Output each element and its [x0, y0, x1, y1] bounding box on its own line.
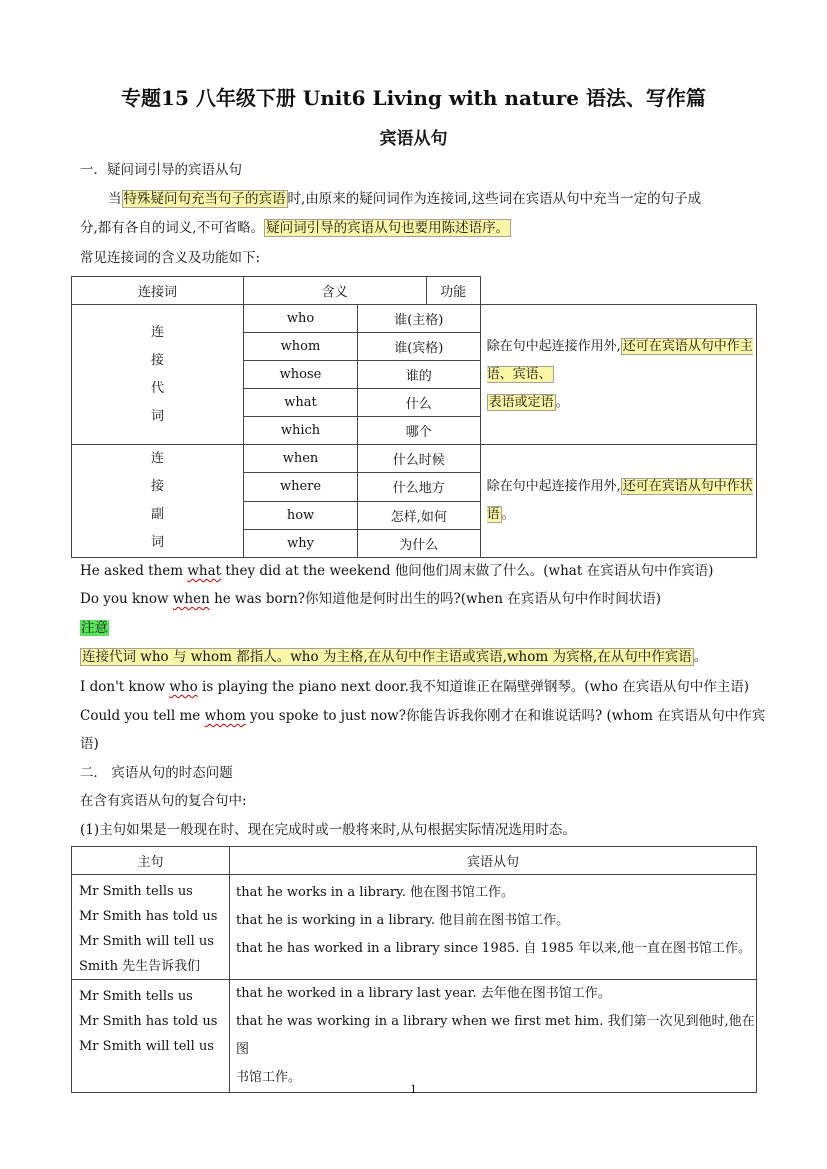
- section-subtitle: 宾语从句: [379, 129, 448, 149]
- tense-table: [71, 846, 757, 1093]
- highlight-text: 特殊疑问句充当句子的宾语: [123, 191, 286, 207]
- example-sentence: Could you tell me whom you spoke to just now?你能告诉我你刚才在和谁说话吗? (whom 在宾语从句中作宾: [80, 708, 766, 724]
- table-header: 功能: [426, 277, 480, 305]
- connector-word: whom: [244, 333, 358, 361]
- main-clause-cell: Mr Smith tells us Mr Smith has told us Mr Smith will tell us: [72, 980, 230, 1093]
- adverb-function: 除在句中起连接作用外, 还可在宾语从句中作状语 。: [480, 445, 756, 558]
- connector-meaning: 什么: [358, 389, 481, 417]
- connector-word: who: [244, 305, 358, 333]
- connector-meaning: 什么时候: [358, 445, 481, 473]
- connector-word: why: [244, 529, 358, 557]
- table-header: 含义: [244, 277, 427, 305]
- document-title: 专题15 八年级下册 Unit6 Living with nature 语法、写作篇: [121, 86, 706, 110]
- highlight-text: 还可在宾语从句中作状语: [486, 479, 753, 522]
- page-number: 1: [410, 1083, 417, 1096]
- pronoun-label: 连 接 代 词: [72, 305, 244, 445]
- connector-meaning: 为什么: [358, 529, 481, 557]
- section2-heading: 二． 宾语从句的时态问题: [80, 765, 233, 781]
- example-sentence: Do you know when he was born?你知道他是何时出生的吗?(when 在宾语从句中作时间状语): [80, 591, 662, 607]
- object-clause-cell: that he worked in a library last year. 去年他在图书馆工作。 that he was working in a library when we first met him. 我们第一次见到他时,他在图 书馆工作。: [230, 980, 757, 1093]
- highlight-text: 还可在宾语从句中作主语、宾语、: [486, 338, 753, 382]
- connector-meaning: 哪个: [358, 417, 481, 445]
- example-sentence-continued: 语): [80, 736, 99, 752]
- table-header: 连接词: [72, 277, 244, 305]
- highlight-text: 疑问词引导的宾语从句也要用陈述语序。: [266, 220, 510, 236]
- connector-table: [71, 276, 757, 558]
- connector-meaning: 谁的: [358, 361, 481, 389]
- connector-word: when: [244, 445, 358, 473]
- paragraph-line-1: 当 特殊疑问句充当句子的宾语 时,由原来的疑问词作为连接词,这些词在宾语从句中充当一定的句子成: [108, 191, 702, 207]
- adverb-label: 连 接 副 词: [72, 445, 244, 558]
- table-header: 主句: [72, 847, 230, 875]
- connector-word: how: [244, 501, 358, 529]
- example-sentence: I don't know who is playing the piano next door.我不知道谁正在隔壁弹钢琴。(who 在宾语从句中作主语): [80, 679, 750, 695]
- section1-heading: 一．疑问词引导的宾语从句: [80, 162, 242, 178]
- connector-meaning: 怎样,如何: [358, 501, 481, 529]
- connector-word: where: [244, 473, 358, 501]
- note-text: 连接代词 who 与 whom 都指人。who 为主格,在从句中作主语或宾语,whom 为宾格,在从句中作宾语 。: [82, 649, 708, 665]
- connector-word: what: [244, 389, 358, 417]
- pronoun-function: 除在句中起连接作用外, 还可在宾语从句中作主语、宾语、 表语或定语 。: [480, 305, 756, 445]
- object-clause-cell: that he works in a library. 他在图书馆工作。 that he is working in a library. 他目前在图书馆工作。 that he has worked in a library since 1985. 自 1985 年以来,他一直在图书馆工作。: [230, 875, 757, 980]
- connector-meaning: 谁(宾格): [358, 333, 481, 361]
- note-label: 注意: [81, 620, 108, 636]
- connector-meaning: 什么地方: [358, 473, 481, 501]
- highlight-text: 表语或定语: [488, 394, 554, 410]
- example-sentence: He asked them what they did at the weekend 他问他们周末做了什么。(what 在宾语从句中作宾语): [80, 563, 714, 579]
- connector-word: whose: [244, 361, 358, 389]
- paragraph-line-2: 分,都有各自的词义,不可省略。 疑问词引导的宾语从句也要用陈述语序。: [80, 220, 510, 236]
- connector-word: which: [244, 417, 358, 445]
- paragraph-line-3: 常见连接词的含义及功能如下:: [80, 250, 261, 266]
- paragraph-line: 在含有宾语从句的复合句中:: [80, 793, 247, 809]
- paragraph-line: (1)主句如果是一般现在时、现在完成时或一般将来时,从句根据实际情况选用时态。: [80, 822, 576, 838]
- main-clause-cell: Mr Smith tells us Mr Smith has told us Mr Smith will tell us Smith 先生告诉我们: [72, 875, 230, 980]
- table-header: 宾语从句: [230, 847, 757, 875]
- connector-meaning: 谁(主格): [358, 305, 481, 333]
